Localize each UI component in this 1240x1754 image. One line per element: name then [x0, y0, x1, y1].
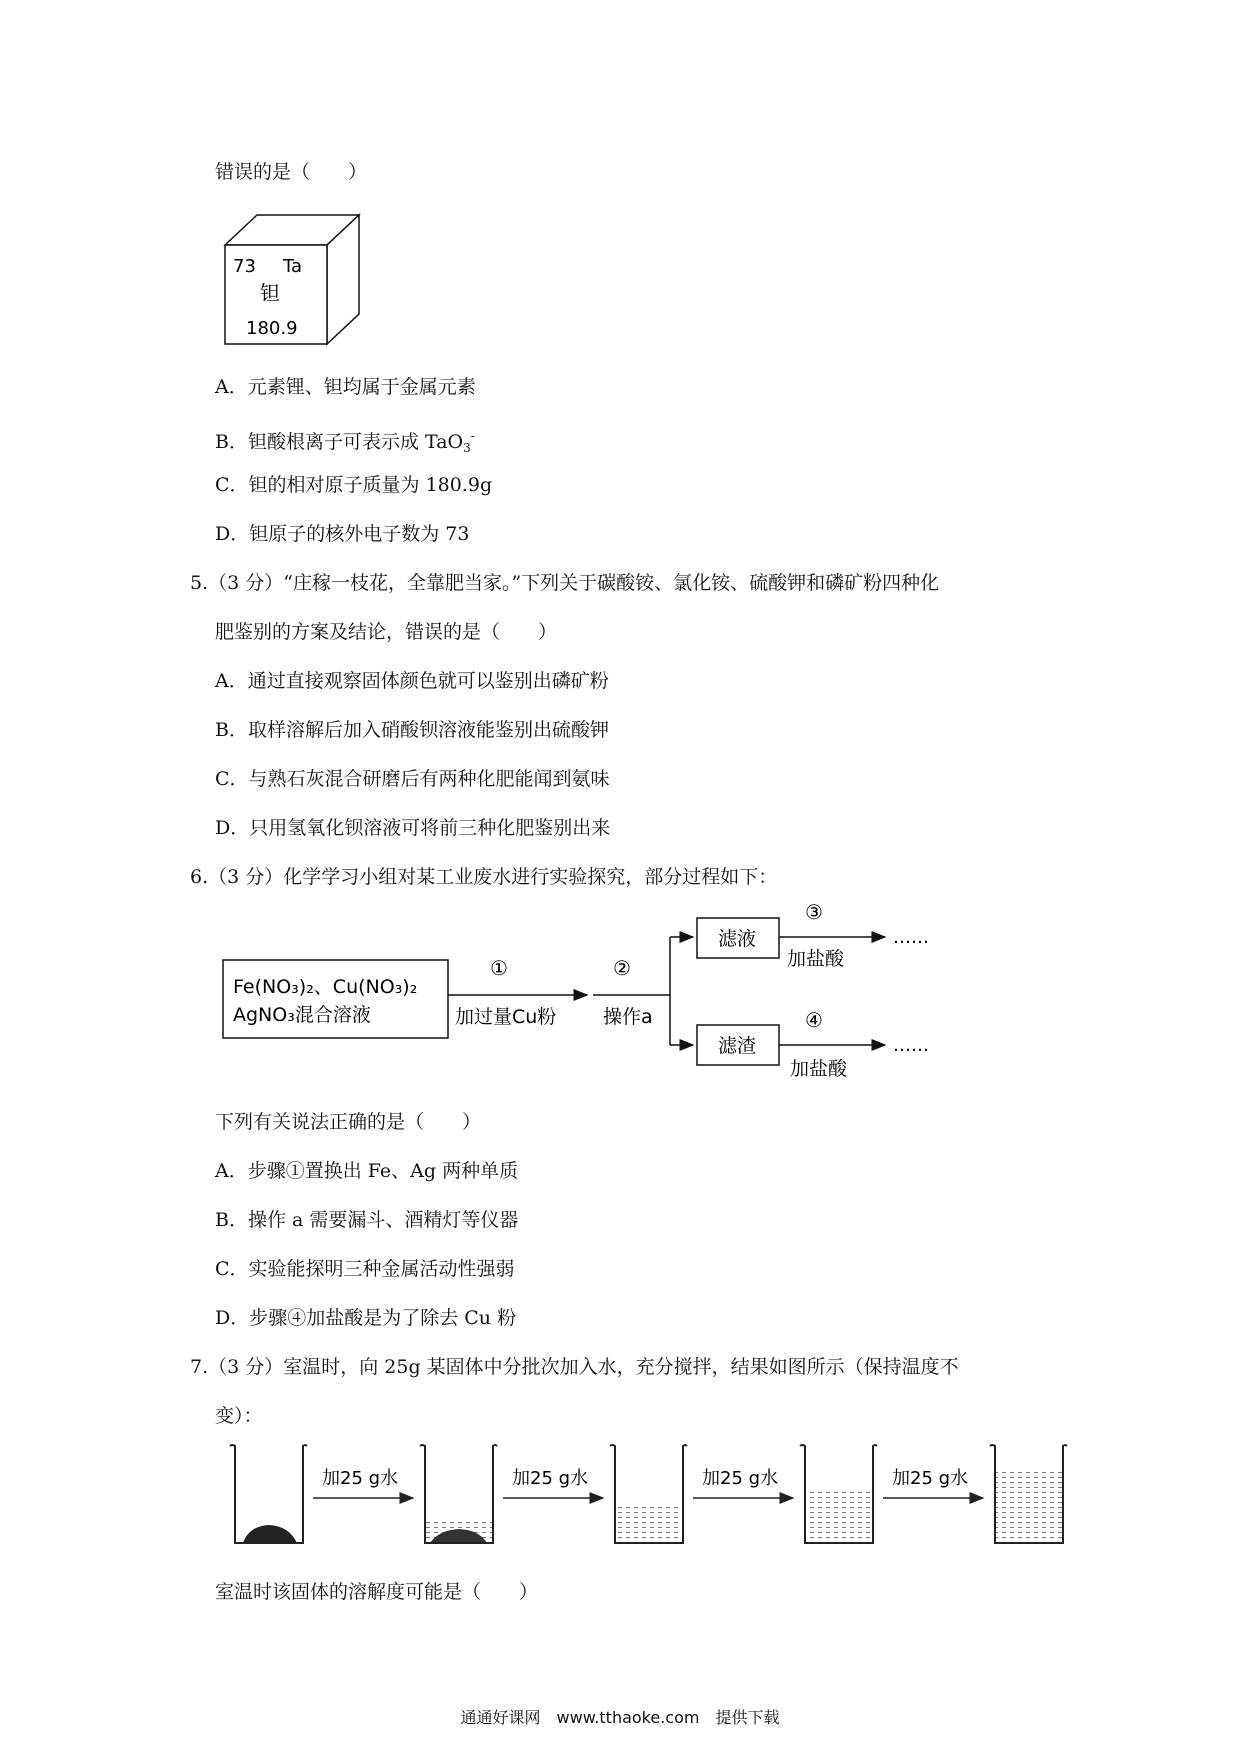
residue-label: 滤渣	[718, 1035, 757, 1057]
step4-label: 加盐酸	[790, 1058, 848, 1080]
q5-stem-line1: 5.（3 分）“庄稼一枝花，全靠肥当家。”下列关于碳酸铵、氯化铵、硫酸钾和磷矿粉四种化	[190, 572, 940, 594]
step2-marker: ②	[613, 956, 631, 980]
arrow-4	[883, 1468, 983, 1498]
start-line2: AgNO₃混合溶液	[233, 1004, 371, 1026]
q6-stem: 6.（3 分）化学学习小组对某工业废水进行实验探究，部分过程如下：	[190, 866, 778, 888]
beaker-5	[990, 1445, 1067, 1543]
element-mass: 180.9	[246, 318, 298, 339]
q7-beakers-figure	[225, 1440, 1125, 1555]
beaker-2	[420, 1445, 497, 1543]
step1-label: 加过量Cu粉	[455, 1006, 557, 1028]
beaker-1	[230, 1445, 307, 1543]
q4-option-d: D．钽原子的核外电子数为 73	[215, 523, 470, 545]
arrow-3-label: 加25 g水	[702, 1468, 779, 1489]
filtrate-label: 滤液	[718, 928, 757, 950]
q6-option-d: D．步骤④加盐酸是为了除去 Cu 粉	[215, 1307, 517, 1329]
element-number: 73	[233, 256, 256, 277]
q5-stem-line2: 肥鉴别的方案及结论，错误的是（ ）	[215, 621, 558, 643]
q4-option-b-text: B．钽酸根离子可表示成 TaO	[215, 431, 464, 453]
q5-option-b: B．取样溶解后加入硝酸钡溶液能鉴别出硫酸钾	[215, 719, 609, 741]
q5-option-a: A．通过直接观察固体颜色就可以鉴别出磷矿粉	[215, 670, 609, 692]
step1-marker: ①	[490, 956, 508, 980]
q4-option-a: A．元素锂、钽均属于金属元素	[215, 376, 476, 398]
q5-option-c: C．与熟石灰混合研磨后有两种化肥能闻到氨味	[215, 768, 610, 790]
q4-option-b-subscript: 3	[463, 441, 471, 455]
arrow-2-label: 加25 g水	[512, 1468, 589, 1489]
q7-stem-line1: 7.（3 分）室温时，向 25g 某固体中分批次加入水，充分搅拌，结果如图所示（保持温度不	[190, 1356, 959, 1378]
arrow-3	[693, 1468, 793, 1498]
q4-option-b-superscript: -	[470, 429, 475, 443]
beaker-3	[610, 1445, 687, 1543]
element-symbol: Ta	[283, 256, 303, 277]
q4-option-c: C．钽的相对原子质量为 180.9g	[215, 474, 493, 496]
step3-marker: ③	[805, 900, 823, 924]
q7-stem-line2: 变）：	[215, 1405, 263, 1427]
step3-ellipsis: ……	[893, 927, 929, 948]
arrow-2	[503, 1468, 603, 1498]
q4-stem-tail: 错误的是（ ）	[215, 161, 368, 183]
q6-option-b: B．操作 a 需要漏斗、酒精灯等仪器	[215, 1209, 519, 1231]
step3-label: 加盐酸	[787, 948, 845, 970]
q6-flowchart	[215, 895, 975, 1095]
q6-option-c: C．实验能探明三种金属活动性强弱	[215, 1258, 515, 1280]
footer: 通通好课网 www.tthaoke.com 提供下载	[460, 1708, 780, 1727]
step2-label: 操作a	[603, 1006, 653, 1028]
q6-option-a: A．步骤①置换出 Fe、Ag 两种单质	[215, 1160, 519, 1182]
q7-question: 室温时该固体的溶解度可能是（ ）	[215, 1581, 539, 1603]
arrow-1	[313, 1468, 413, 1498]
arrow-1-label: 加25 g水	[322, 1468, 399, 1489]
q5-option-d: D．只用氢氧化钡溶液可将前三种化肥鉴别出来	[215, 817, 611, 839]
arrow-4-label: 加25 g水	[892, 1468, 969, 1489]
step4-marker: ④	[805, 1008, 823, 1032]
q4-option-b	[215, 424, 475, 460]
beaker-4	[800, 1445, 877, 1543]
start-solution-box	[223, 960, 448, 1038]
start-line1: Fe(NO₃)₂、Cu(NO₃)₂	[233, 976, 418, 998]
step4-ellipsis: ……	[893, 1035, 929, 1056]
element-name: 钽	[260, 281, 280, 305]
element-card-figure	[220, 210, 370, 350]
q6-question: 下列有关说法正确的是（ ）	[215, 1111, 482, 1133]
